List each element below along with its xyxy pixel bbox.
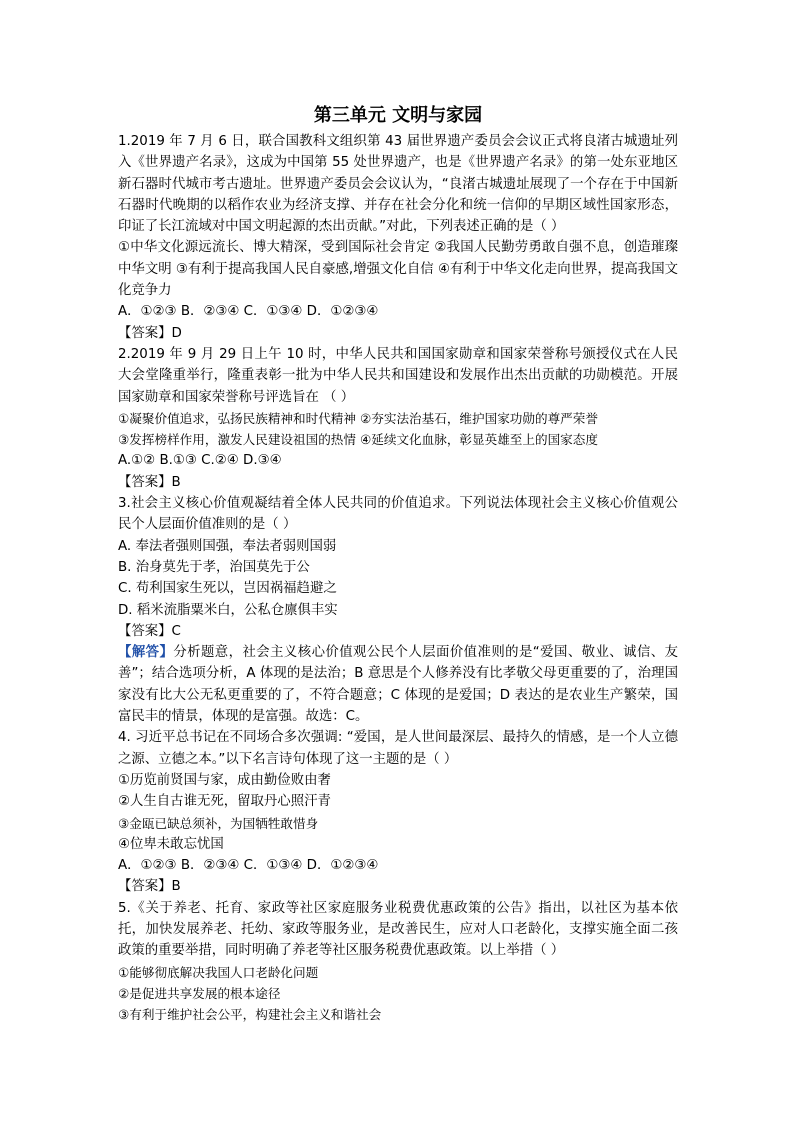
option-line: ③有利于维护社会公平，构建社会主义和谐社会: [118, 1007, 382, 1023]
option-c: C. 苟利国家生死以，岂因祸福趋避之: [118, 581, 337, 597]
question-2: [118, 344, 678, 493]
option-line: ①历览前贤国与家，成由勤俭败由奢: [118, 772, 331, 788]
question-3: [118, 493, 678, 727]
answer-choices: A．①②③ B．②③④ C．①③④ D．①②③④: [118, 858, 379, 874]
option-line: ①能够彻底解决我国人口老龄化问题: [118, 964, 319, 980]
option-line: ③金瓯已缺总须补，为国牺牲敢惜身: [118, 815, 319, 831]
option-a: A. 奉法者强则国强，奉法者弱则国弱: [118, 538, 337, 554]
question-stem: 4. 习近平总书记在不同场合多次强调: “爱国，是人世间最深层、最持久的情感，是一个人立德之源、立德之本。”以下名言诗句体现了这一主题的是（ ）: [118, 730, 678, 767]
option-line: ②是促进共享发展的根本途径: [118, 985, 281, 1001]
option-d: D. 稻米流脂粟米白，公私仓廪俱丰实: [118, 602, 338, 618]
question-4: [118, 727, 678, 897]
question-1: [118, 131, 678, 344]
document-page: [118, 103, 678, 1025]
analysis-text: 分析题意，社会主义核心价值观公民个人层面价值准则的是“爱国、敬业、诚信、友善”；结合选项分析，A 体现的是法治；B 意思是个人修养没有比孝敬父母更重要的了，治理国家没有比大公无私更重要的了，不符合题意；C 体现的是爱国；D 表达的是农业生产繁荣，国富民丰的情景，体现的是富强。故选：C。: [118, 645, 679, 725]
option-b: B. 治身莫先于孝，治国莫先于公: [118, 559, 310, 575]
question-stem: 5.《关于养老、托育、家政等社区家庭服务业税费优惠政策的公告》指出，以社区为基本依托，加快发展养老、托幼、家政等服务业，是改善民生，应对人口老龄化，支撑实施全面二孩政策的重要举措，同时明确了养老等社区服务税费优惠政策。以上举措（ ）: [118, 900, 678, 959]
answer-key: 【答案】B: [118, 879, 181, 895]
question-stem: 2.2019 年 9 月 29 日上午 10 时，中华人民共和国国家勋章和国家荣誉称号颁授仪式在人民大会堂隆重举行，隆重表彰一批为中华人民共和国建设和发展作出杰出贡献的功勋模范。开展国家勋章和国家荣誉称号评选旨在 （ ）: [118, 346, 678, 405]
option-line: ③发挥榜样作用，激发人民建设祖国的热情 ④延续文化血脉，彰显英雄至上的国家态度: [118, 432, 598, 448]
option-line: ④位卑未敢忘忧国: [118, 836, 224, 852]
question-5: [118, 898, 678, 1026]
question-stem: 1.2019 年 7 月 6 日，联合国教科文组织第 43 届世界遗产委员会会议正式将良渚古城遗址列入《世界遗产名录》，这成为中国第 55 处世界遗产，也是《世界遗产名录》的第一处东亚地区新石器时代城市考古遗址。世界遗产委员会会议认为，“良渚古城遗址展现了一个存在于中国新石器时代晚期的以稻作农业为经济支撑、并存在社会分化和统一信仰的早期区域性国家形态，印证了长江流域对中国文明起源的杰出贡献。”对此，下列表述正确的是（ ）: [118, 134, 678, 235]
answer-key: 【答案】B: [118, 474, 181, 490]
answer-key: 【答案】D: [118, 325, 182, 341]
answer-choices: A．①②③ B．②③④ C．①③④ D．①②③④: [118, 304, 379, 320]
option-line: ②人生自古谁无死，留取丹心照汗青: [118, 794, 331, 810]
option-line: ①凝聚价值追求，弘扬民族精神和时代精神 ②夯实法治基石，维护国家功勋的尊严荣誉: [118, 410, 598, 426]
question-stem: 3.社会主义核心价值观凝结着全体人民共同的价值追求。下列说法体现社会主义核心价值观公民个人层面价值准则的是（ ）: [118, 496, 678, 533]
analysis: [118, 642, 678, 727]
answer-key: 【答案】C: [118, 623, 181, 639]
unit-title: 第三单元 文明与家园: [313, 105, 483, 126]
analysis-label: 【解答】: [118, 645, 174, 661]
answer-choices: A.①② B.①③ C.②④ D.③④: [118, 453, 282, 469]
question-options: ①中华文化源远流长、博大精深，受到国际社会肯定 ②我国人民勤劳勇敢自强不息，创造璀璨中华文明 ③有利于提高我国人民自豪感,增强文化自信 ④有利于中华文化走向世界，提高我国文化竞争力: [118, 240, 678, 299]
